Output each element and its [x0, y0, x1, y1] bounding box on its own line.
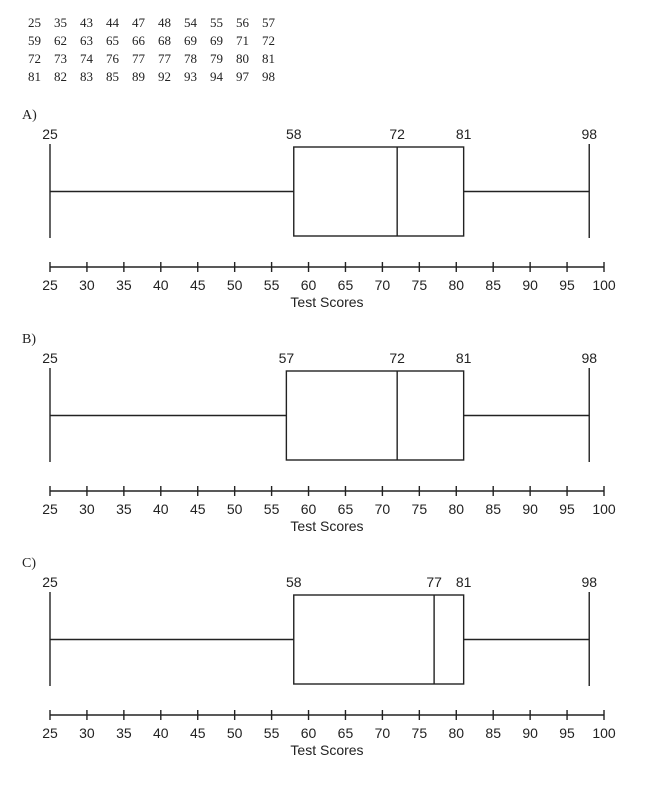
x-tick-label: 40	[153, 501, 169, 517]
x-tick-label: 45	[189, 277, 206, 293]
x-tick-label: 40	[153, 725, 169, 741]
x-tick-label: 30	[79, 725, 95, 741]
x-tick-label: 50	[226, 501, 243, 517]
data-cell: 25	[28, 15, 41, 30]
x-axis-label: Test Scores	[290, 518, 364, 534]
data-cell: 79	[210, 51, 223, 66]
min-label: 25	[42, 126, 58, 142]
data-cell: 77	[158, 51, 171, 66]
data-cell: 98	[262, 69, 275, 84]
x-tick-label: 35	[116, 501, 132, 517]
data-cell: 78	[184, 51, 197, 66]
x-tick-label: 75	[411, 501, 428, 517]
data-cell: 97	[236, 69, 249, 84]
data-values-table	[28, 14, 288, 86]
x-tick-label: 95	[559, 277, 575, 293]
x-tick-label: 80	[448, 501, 465, 517]
min-label: 25	[42, 574, 58, 590]
x-tick-label: 60	[300, 277, 317, 293]
x-tick-label: 100	[592, 277, 616, 293]
max-label: 98	[581, 350, 598, 366]
max-label: 98	[581, 126, 598, 142]
data-cell: 85	[106, 69, 119, 84]
x-tick-label: 80	[448, 277, 465, 293]
boxplot-c	[0, 572, 650, 762]
x-tick-label: 65	[337, 501, 354, 517]
x-tick-label: 85	[485, 725, 501, 741]
iqr-box	[294, 147, 464, 236]
data-cell: 76	[106, 51, 119, 66]
q1-label: 58	[285, 574, 302, 590]
data-cell: 83	[80, 69, 93, 84]
x-tick-label: 45	[189, 725, 206, 741]
max-label: 98	[581, 574, 598, 590]
min-label: 25	[42, 350, 58, 366]
x-tick-label: 85	[485, 277, 501, 293]
data-cell: 55	[210, 15, 223, 30]
x-tick-label: 30	[79, 277, 95, 293]
data-cell: 62	[54, 33, 67, 48]
median-label: 77	[426, 574, 442, 590]
data-cell: 81	[262, 51, 275, 66]
x-tick-label: 90	[522, 725, 538, 741]
data-cell: 44	[106, 15, 119, 30]
option-a-label: A)	[22, 108, 37, 123]
data-cell: 72	[262, 33, 275, 48]
data-cell: 54	[184, 15, 197, 30]
data-cell: 43	[80, 15, 93, 30]
x-tick-label: 80	[448, 725, 465, 741]
q1-label: 57	[278, 350, 295, 366]
data-row	[28, 32, 288, 50]
x-tick-label: 55	[263, 277, 280, 293]
boxplot-b	[0, 348, 650, 538]
x-tick-label: 65	[337, 725, 354, 741]
x-axis-label: Test Scores	[290, 742, 364, 758]
data-cell: 35	[54, 15, 67, 30]
q3-label: 81	[455, 574, 472, 590]
x-tick-label: 25	[42, 725, 58, 741]
iqr-box	[286, 371, 463, 460]
x-tick-label: 50	[226, 277, 243, 293]
x-tick-label: 90	[522, 501, 538, 517]
data-cell: 77	[132, 51, 145, 66]
x-tick-label: 70	[374, 501, 391, 517]
x-tick-label: 40	[153, 277, 169, 293]
x-tick-label: 70	[374, 277, 391, 293]
data-cell: 48	[158, 15, 171, 30]
x-tick-label: 60	[300, 725, 317, 741]
x-tick-label: 95	[559, 725, 575, 741]
data-cell: 66	[132, 33, 145, 48]
x-tick-label: 25	[42, 501, 58, 517]
data-cell: 92	[158, 69, 171, 84]
data-cell: 68	[158, 33, 171, 48]
x-tick-label: 75	[411, 725, 428, 741]
x-tick-label: 85	[485, 501, 501, 517]
x-tick-label: 65	[337, 277, 354, 293]
data-row	[28, 50, 288, 68]
q3-label: 81	[455, 350, 472, 366]
x-tick-label: 70	[374, 725, 391, 741]
x-tick-label: 30	[79, 501, 95, 517]
data-cell: 82	[54, 69, 67, 84]
q3-label: 81	[455, 126, 472, 142]
x-tick-label: 45	[189, 501, 206, 517]
option-b-label: B)	[22, 332, 36, 347]
option-c-label: C)	[22, 556, 36, 571]
x-tick-label: 60	[300, 501, 317, 517]
median-label: 72	[389, 126, 405, 142]
median-label: 72	[389, 350, 405, 366]
x-tick-label: 95	[559, 501, 575, 517]
data-cell: 81	[28, 69, 41, 84]
data-cell: 73	[54, 51, 67, 66]
x-tick-label: 90	[522, 277, 538, 293]
data-cell: 47	[132, 15, 145, 30]
x-tick-label: 50	[226, 725, 243, 741]
iqr-box	[294, 595, 464, 684]
data-cell: 71	[236, 33, 249, 48]
x-tick-label: 100	[592, 725, 616, 741]
data-cell: 57	[262, 15, 275, 30]
x-tick-label: 35	[116, 277, 132, 293]
data-cell: 93	[184, 69, 197, 84]
x-tick-label: 25	[42, 277, 58, 293]
x-tick-label: 55	[263, 725, 280, 741]
data-row	[28, 14, 288, 32]
x-tick-label: 55	[263, 501, 280, 517]
data-cell: 72	[28, 51, 41, 66]
data-cell: 74	[80, 51, 93, 66]
data-cell: 80	[236, 51, 249, 66]
q1-label: 58	[285, 126, 302, 142]
x-tick-label: 100	[592, 501, 616, 517]
data-row	[28, 68, 288, 86]
data-cell: 94	[210, 69, 223, 84]
data-cell: 69	[184, 33, 197, 48]
data-cell: 89	[132, 69, 145, 84]
data-cell: 65	[106, 33, 119, 48]
x-tick-label: 75	[411, 277, 428, 293]
data-cell: 59	[28, 33, 41, 48]
x-tick-label: 35	[116, 725, 132, 741]
boxplot-a	[0, 124, 650, 314]
data-cell: 69	[210, 33, 223, 48]
data-cell: 56	[236, 15, 249, 30]
x-axis-label: Test Scores	[290, 294, 364, 310]
data-cell: 63	[80, 33, 93, 48]
